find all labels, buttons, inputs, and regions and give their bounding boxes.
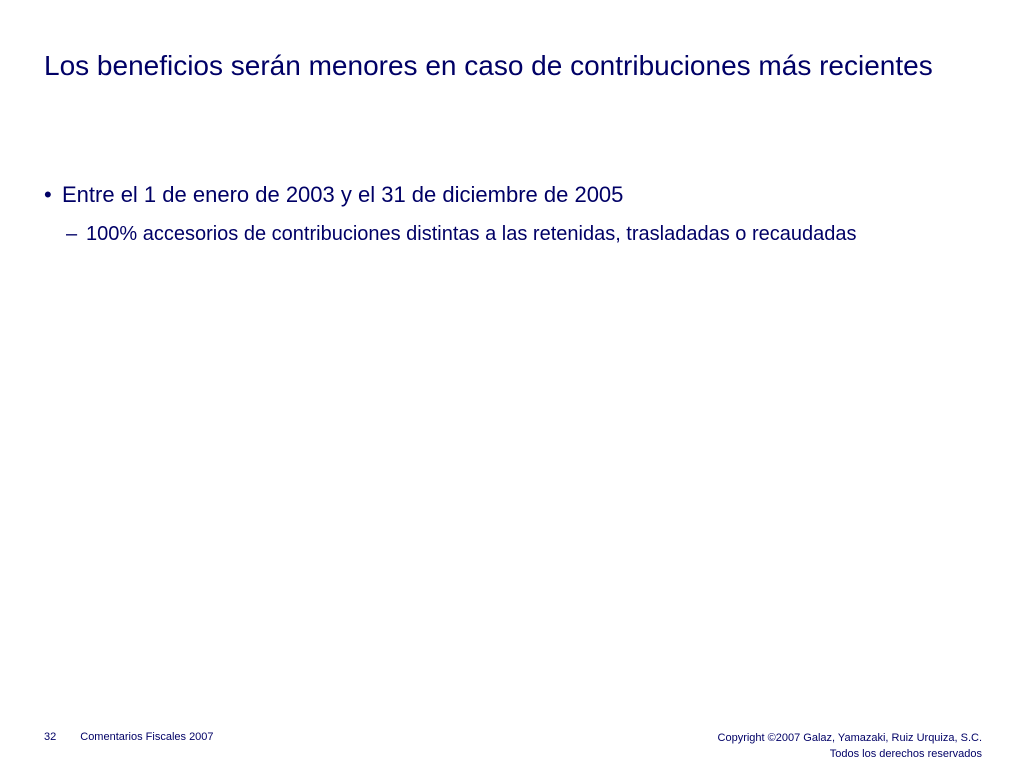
bullet-text: Entre el 1 de enero de 2003 y el 31 de diciembre de 2005 <box>62 182 624 207</box>
rights-text: Todos los derechos reservados <box>829 748 982 760</box>
copyright-text: Copyright ©2007 Galaz, Yamazaki, Ruiz Urquiza, S.C. <box>717 732 982 744</box>
sub-bullet-marker: – <box>66 223 78 245</box>
publication-name: Comentarios Fiscales 2007 <box>80 731 214 743</box>
slide-content <box>44 178 1004 250</box>
sub-bullet-item <box>66 218 1004 250</box>
footer-left <box>44 730 214 744</box>
bullet-item <box>44 178 1004 212</box>
sub-bullet-text: 100% accesorios de contribuciones distintas a las retenidas, trasladadas o recaudadas <box>86 223 857 245</box>
footer-right <box>718 730 982 762</box>
page-number: 32 <box>44 731 57 743</box>
slide-title: Los beneficios serán menores en caso de contribuciones más recientes <box>44 50 933 81</box>
bullet-marker: • <box>44 182 52 207</box>
